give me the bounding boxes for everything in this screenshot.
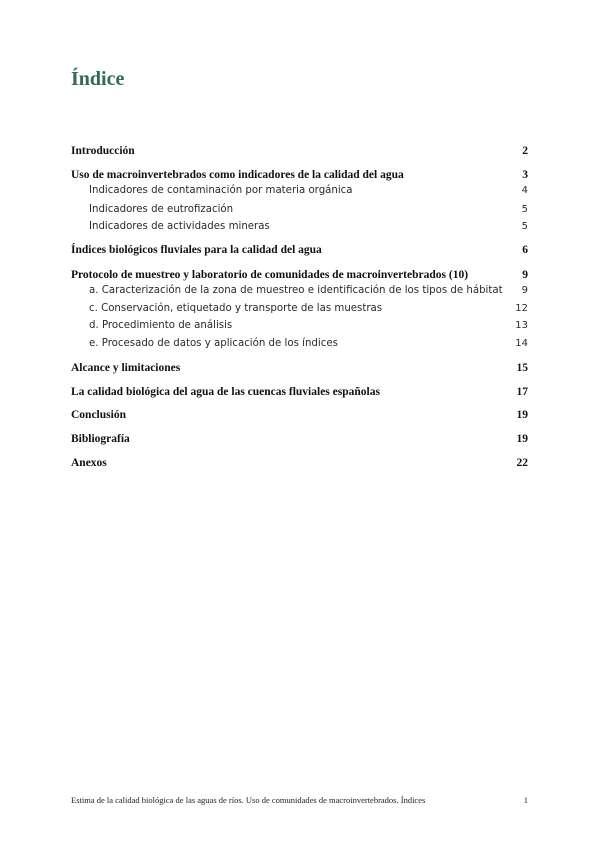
- toc-subentry-page: 14: [515, 338, 528, 349]
- toc-entry-label: Protocolo de muestreo y laboratorio de comunidades de macroinvertebrados (10): [71, 269, 469, 281]
- toc-entry-label: Conclusión: [71, 409, 126, 421]
- toc-entry-page: 6: [522, 244, 528, 256]
- toc-entry-label: La calidad biológica del agua de las cuencas fluviales españolas: [71, 386, 380, 398]
- toc-subentry-page: 12: [515, 303, 528, 314]
- toc-entry-uso-macroinvertebrados[interactable]: [71, 169, 528, 181]
- toc-subentry-page: 13: [515, 320, 528, 331]
- toc-entry-page: 19: [516, 409, 528, 421]
- toc-subentry-eutrofizacion[interactable]: [71, 204, 528, 215]
- toc-subentry-label: Indicadores de contaminación por materia orgánica: [89, 185, 353, 196]
- toc-subentry-label: d. Procedimiento de análisis: [89, 320, 233, 331]
- toc-subentry-page: 4: [521, 185, 528, 196]
- toc-entry-page: 15: [516, 362, 528, 374]
- page-title: Índice: [71, 68, 125, 90]
- toc-subentry-procedimiento[interactable]: [71, 320, 528, 331]
- toc-entry-alcance[interactable]: [71, 362, 528, 374]
- toc-subentry-conservacion[interactable]: [71, 303, 528, 314]
- toc-subentry-page: 5: [521, 204, 528, 215]
- toc-entry-anexos[interactable]: [71, 457, 528, 469]
- toc-subentry-label: c. Conservación, etiquetado y transporte de las muestras: [89, 303, 383, 314]
- toc-entry-page: 19: [516, 433, 528, 445]
- toc-subentry-caracterizacion[interactable]: [71, 285, 528, 296]
- toc-subentry-page: 9: [521, 285, 528, 296]
- toc-entry-page: 22: [516, 457, 528, 469]
- toc-entry-protocolo[interactable]: [71, 269, 528, 281]
- toc-entry-bibliografia[interactable]: [71, 433, 528, 445]
- toc-entry-calidad-biologica[interactable]: [71, 386, 528, 398]
- toc-entry-label: Alcance y limitaciones: [71, 362, 181, 374]
- toc-entry-page: 17: [516, 386, 528, 398]
- toc-subentry-label: a. Caracterización de la zona de muestreo e identificación de los tipos de hábitat: [89, 285, 503, 296]
- toc-entry-label: Bibliografía: [71, 433, 130, 445]
- toc-subentry-materia-organica[interactable]: [71, 185, 528, 196]
- toc-entry-label: Uso de macroinvertebrados como indicadores de la calidad del agua: [71, 169, 404, 181]
- toc-entry-conclusion[interactable]: [71, 409, 528, 421]
- toc-entry-indices-biologicos[interactable]: [71, 244, 528, 256]
- toc-entry-label: Introducción: [71, 145, 135, 157]
- page-footer: [71, 795, 528, 805]
- toc-entry-label: Índices biológicos fluviales para la calidad del agua: [71, 244, 322, 256]
- toc-entry-page: 2: [522, 145, 528, 157]
- toc-subentry-actividades-mineras[interactable]: [71, 221, 528, 232]
- toc-entry-page: 9: [522, 269, 528, 281]
- toc-entry-introduccion[interactable]: [71, 145, 528, 157]
- toc-entry-label: Anexos: [71, 457, 107, 469]
- toc-subentry-label: e. Procesado de datos y aplicación de los índices: [89, 338, 338, 349]
- footer-text: Estima de la calidad biológica de las aguas de ríos. Uso de comunidades de macroinvertebrados. Índices: [71, 795, 426, 805]
- toc-entry-page: 3: [522, 169, 528, 181]
- toc-subentry-page: 5: [521, 221, 528, 232]
- toc-subentry-procesado[interactable]: [71, 338, 528, 349]
- toc-subentry-label: Indicadores de eutrofización: [89, 204, 234, 215]
- toc-subentry-label: Indicadores de actividades mineras: [89, 221, 270, 232]
- footer-page-number: 1: [523, 795, 528, 805]
